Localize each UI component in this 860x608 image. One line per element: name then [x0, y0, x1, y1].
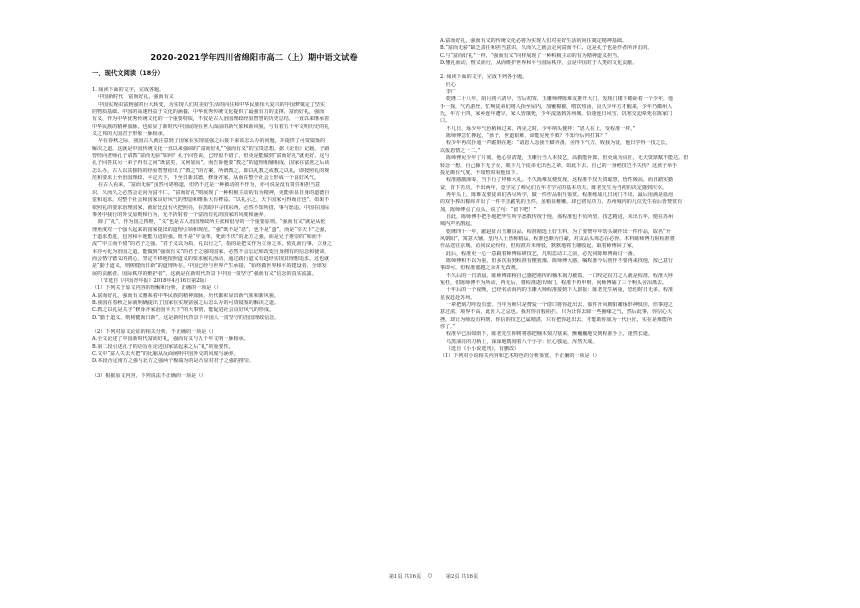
text-line: 匠心: [446, 81, 457, 88]
text-line: C.教之以礼是关乎“修身齐家治国平天下”的大事情，能促进社会良好风气的形成。: [92, 307, 275, 314]
text-line: 转念一想，自己藤下无子女，眼下几个徒弟无出色之辈，如此下去，自己的一身绝技岂不失传？这孩子举手: [440, 162, 678, 169]
text-line: 中华民族的精神血脉，也彰显了新时代中国展现在世人面前的新气象和新风貌，与有着五千年文明历史的礼: [92, 123, 330, 130]
page-number-left: 第1页 共16页: [388, 574, 422, 580]
right-body: [440, 38, 788, 361]
page-divider-mark: ○: [427, 573, 433, 579]
exam-title: 2020-2021学年四川省绵阳市高二（上）期中语文试卷: [150, 52, 358, 62]
text-line: 而会恪守德义的初心，坚定不移地按照道义的要求履礼而动，通过践行道义有趋经实现其理想追求。这也就: [92, 255, 330, 262]
text-line: （1）下列关于原文内容的理解和分析，正确的一项是（）: [92, 285, 222, 292]
text-line: C.与“富而好礼”一样，“强而有义”同样展现了一种积极主动的有为精神道义担当。: [440, 52, 623, 59]
text-line: 乌黑油亮的刀柄上，深深地镌刻着八个小字：匠心独运，浑然天成。: [446, 338, 598, 345]
text-line: B.我国在春秋之际就明确提出了国家在实现富强之后怎么办的可资镜鉴的解决之道。: [92, 299, 279, 306]
text-line: 冤枉，但陈师傅不为所动，再无后，将程准逐出师门，程准不再申辩，向师傅磕了三个响头舍泪离去。: [440, 280, 668, 286]
page-number-right: 第2页 共16页: [445, 574, 479, 580]
text-line: B.第二段引述孔子的话旨在论述国家富起来之后“礼”的重要性。: [92, 343, 234, 350]
text-line: 依照礼的要求治理国家，就好比没有火把照亮，在黑暗中寻找东西，必然不知所措，事与愿违。中国在国际: [92, 204, 330, 211]
text-line: 识，久而久之必然会走向为富不仁。“富而好礼”则展现了一种积极主动的有为精神，更能彰显自身的道德自: [92, 189, 330, 196]
text-line: 有义，作为中华优秀传统文化的一个重要特质，不仅是古人治国理政经验智慧的历史总结，一直以来继承着: [92, 116, 330, 123]
text-line: 星夜赶赴苏州。: [440, 294, 635, 301]
text-line: 投足颇有气度，不如暂时看他留下。: [440, 169, 521, 176]
text-line: 的物质基础。中国的高速得益于文化的涵養，中华优秀传统文化提供了最强有力的支撑，富而好礼，强而: [92, 109, 325, 116]
text-line: 手一探，气若游丝，忙唤徒弟们将人抬至屋内，加覆棉被，喂饮热汤，良久少年方才醒来，少年乃徽州人: [440, 103, 673, 110]
text-line: （选自《小小说选刊》，有删改）: [446, 346, 520, 353]
text-line: 流”“中立而不倚”的君子之强。“君子义以为质，礼以行之”，指的是把义作为立身之本，依礼而行事，立身之: [92, 241, 333, 248]
text-line: B.“富而无骄”缺乏责任和担当意识，久而久之就会走向富而不仁，这是孔子也是作者所评击的。: [440, 45, 653, 52]
text-line: 意过浓，境界不高，此匠人之忌也。我对你百般阻拦，只为让你去除一些圈缘之气，然后此事，你信心大: [440, 309, 673, 316]
text-line: 解决之道。这就是中国传统文化一直以来强调的“富而好礼”“强而有义”的宝贵思想。据《论语》记载，子路: [92, 145, 330, 152]
text-line: 觉和追求，对整个社会和国家良好风气的塑造和维系大有裨益。“以礼示之，天下国家可得而正也”，如果不: [92, 197, 330, 204]
text-line: 陈师傅急忙搀起，“孩子，世道艰难，命能见死不救？不知今后何打算？”: [446, 133, 608, 140]
text-line: 陈师傅见少年了片刻，他心里清楚，玉雕行当人本技艺，高勤能补拙，但更成为良匠，无天资禀赋不能达。但: [446, 155, 689, 162]
text-line: A.全文论述了中国新时代富而好礼，强而有义与五千年文明一脉相承。: [92, 336, 249, 343]
text-line: 1. 阅读下面的文字，完成各题。: [92, 87, 165, 93]
text-line: 2. 阅读下面的文字，完成下列各小题。: [440, 74, 528, 81]
text-line: 十年后的一个夜晚，已经名动海内的玉雕大师程准接到下人禀报：陈老先生病重，恐怕时日无多。程准: [446, 287, 674, 294]
text-line: 乾隆四十一年，献赵征召玉雕良品，程准精选上好玉料，为了要赞年年幼头制作出一件作品，取名“升: [446, 228, 671, 235]
text-line: 义之邦的大国君子形象一脉相承。: [92, 131, 168, 138]
text-line: 怎么办，古人以其独特的经验智慧给出了“教之”的方案，所谓教之，即以礼教之或教之以礼，即按照礼的规: [92, 167, 330, 174]
section-heading: 一、现代文阅读（18分）: [92, 70, 164, 77]
text-line: 再年头上，陈难友要徒弟们各尽所学，做一件作品相互鉴赏。程准练成几日闭门不出，最后用满是血泡: [446, 191, 674, 198]
text-line: （节选自《中国青年报》2018年4月16日第2版）: [98, 277, 210, 284]
spacer: [440, 67, 788, 74]
spacer: [92, 366, 416, 373]
text-line: 除了“礼”，作为国之四维，“义”也是古人治国理政所主张和倡导的一个重要原则。“强而有义”就是从伦: [98, 219, 326, 226]
text-line: 程少年再次扑通一声跪倒在地：“请恩人念我干脚齐备，舍得下气力，收我为徒，他日学得一技之长，: [446, 140, 671, 147]
text-line: 此后，程准更一心一意跟着师傅钻研技艺，凡构思动工之前，必先同陈师傅商讨一番。: [446, 250, 638, 257]
spacer: [92, 322, 416, 329]
text-line: A.富而好礼，强而有义雅系着中华民族的精神血脉，历代都彰显出新气象和新风貌。: [92, 292, 279, 299]
text-line: D.懂礼而动，惟义而行，从而维护世界和平与国际秩序，会是中国对于人类的文化贡献。: [440, 60, 638, 67]
text-line: 陈师傅积不以为重，但多次看到程准有懂犹豫，陈师傅大感，嘱程准今后创作不要再来找他，按己意行: [446, 257, 674, 264]
text-line: A.富而好礼，强而有义的传统文化必将为实现人们对美好生活的向往奠定精神基础。: [440, 38, 627, 44]
text-line: 程准感激涕零，当下行了拜师大礼。不久陈难友便发现，这程准不仅天资聪慧，悟性极高，而且踏实勤: [446, 177, 674, 184]
text-line: 挫，却让为师没有料到，你信的技艺已属精湛，只有把你赶出去，才能助你成为一代巨匠，实在是难能所: [440, 316, 673, 323]
text-line: C.文中“富人失去火把”的比喻从反面阐明中国外交的风度与涵养。: [92, 351, 239, 358]
text-line: 口。: [440, 118, 451, 125]
text-line: 是“勤于道义，则树健而日新”的道理所在。中国已经与世界产生承接，“始终做世界和平的建设者，全球发: [92, 263, 327, 270]
text-line: 乾隆二十八年，阴月初六清早，雪后初霁，玉雕师傅陈难友推开大门，发现门楼下蜷卧着一个少年，他: [446, 96, 674, 103]
text-line: 展的贡献者，国际秩序的维护者”，这就是在新时代背景下中国一贯坚守“强而有义”信念的真实流露。: [92, 270, 317, 277]
text-line: 事即可，但程准涨越之余并无改观。: [440, 265, 521, 272]
text-line: 理角度对一个强大起来的国家提出的道理引领和规范。“强”既不是“恶”，也不是“蛮”，而是“宰天下”之强，: [92, 226, 330, 233]
text-line: D.本段否定南方之强与北方之强两个极端为的是凸显对君子之强的推崇。: [92, 358, 254, 365]
text-line: 一辈把刻刀呼没有套，当年为师只是赞爱一个借口将你赶出去，那件升风朝阳雕琢形神俱佳，但事迎之: [446, 302, 674, 309]
text-line: （3）根据原文内容，下列说法不正确的一项是（）: [92, 372, 207, 379]
text-line: 不几日，琢少年气色稍和过来，再见之时，少年纳头便拜：“恩人在上，受程准一拜。”: [446, 125, 636, 132]
text-line: 孔子回答其另一弟子冉有之问“既富矣，又何加焉”，而告诉他要“教之”的道理相辅相成，国家在富庶之后该: [92, 160, 330, 167]
text-line: 程准早已泪如雨下，陈老先生仰树将那把楠木刻刀塞来，颤巍巍地交到程准手上，逢然长逝。: [446, 331, 653, 338]
text-line: 你了。”: [440, 324, 456, 331]
text-line: 奋，肯下苦功，不出两年，竟学完了师兄们五年才学完的基本功夫，陈老先生为当初的决定感到庆幸。: [440, 184, 668, 191]
text-line: 加，陈师傅点了点头，说了句：“留下吧！”: [440, 206, 537, 213]
text-line: 于道求勇进，包容和平地能力进的强。既不是“牢金革，死而不厌”的北方之强，而是兄子推崇的“和而不: [92, 233, 322, 240]
text-line: 曾经向老师孔子请教“富而无骄”如何？孔子回答说，已经很不错了，但更是能做到“富而好礼”就更好，这与: [92, 153, 330, 160]
text-line: 李广: [446, 89, 457, 96]
text-line: 本亦可化为治国之道。能做到“强而有义”的君子之强的国家，必然不会忘记和改变自身拥有的信念和使命，: [92, 248, 330, 255]
left-body: [92, 87, 416, 380]
text-line: （1）下列对小说相关内容和艺术特色的分析鉴赏，不正确的一项是（）: [440, 353, 600, 360]
text-line: 的双手捧出檬痒并出了一件羊羔跪乳的玉件，虽稍显稚嫩，却已初见功力，苏州城内的几位先生看后皆赞赏有: [440, 199, 683, 206]
text-line: 中国新时代 富而好礼，强而有义: [98, 94, 174, 101]
text-line: 范和要求上至治国理政，平定天下，下至日新其德，修身齐家，从而在整个社会上形成一个良好风气。: [92, 175, 320, 182]
text-line: D.“勤于道义，则树健而日新”，这是新时代背景下中国人一贯坚守的治国理政信念。: [92, 314, 280, 321]
text-line: 城内声名鹊起。: [440, 221, 476, 228]
right-page: [427, 0, 860, 608]
text-line: 氏，年方十四，家乡连年遭旱，家人皆饿死，少年流落到苏州城，恰逢连日风雪，饥寒交迫晕死在陈家门: [440, 111, 673, 118]
text-line: 作品送往京城，访问议论纷纷，但程准并未辩驳，默默地将玉雕收起，取着师傅回了家。: [440, 243, 637, 250]
text-line: 早在春秋之际，我国古人就注意到了国家在实现富强之后接下来该怎么办的问题，并提供了可资镜鉴的: [98, 138, 326, 145]
text-line: 在古人看来，“富而无骄”虽然可堪称道，但仍不过是一种被动的不作为，亦可说是没有贯任和担当意: [98, 182, 321, 189]
text-line: 自此，陈师傅手把手地把毕生所学悉数传授于他，那程准也不负所望，技艺精进，未出五年，便在苏州: [446, 213, 674, 220]
page-footer: [0, 573, 860, 583]
text-line: 以报恩情之一二。”: [440, 147, 481, 154]
text-line: （2）下列对原文论证的相关分析，不正确的一项是（）: [92, 329, 217, 335]
text-line: 不久后的一日清晨，陈师傅却称自己感把祖传的楠木刻刀被盗，一口咬定窃刀之人就是程准。程准大呼: [446, 272, 674, 279]
text-line: 风朝阳”，寓意大辅，皇内人士皆称精品，程准也颇为自豪，对贡品头筹志在必得。木料陈师傅力阻程准将: [440, 235, 675, 242]
text-line: 事务中我行的外交原则和行为，无不折射着一个富而有礼的国家的风度和涵养。: [92, 211, 269, 218]
text-line: 中国实现由富到强的巨大转变，为实现人们对美好生活的向往和中华民族伟大复兴的中国梦奠定了坚实: [98, 101, 326, 108]
